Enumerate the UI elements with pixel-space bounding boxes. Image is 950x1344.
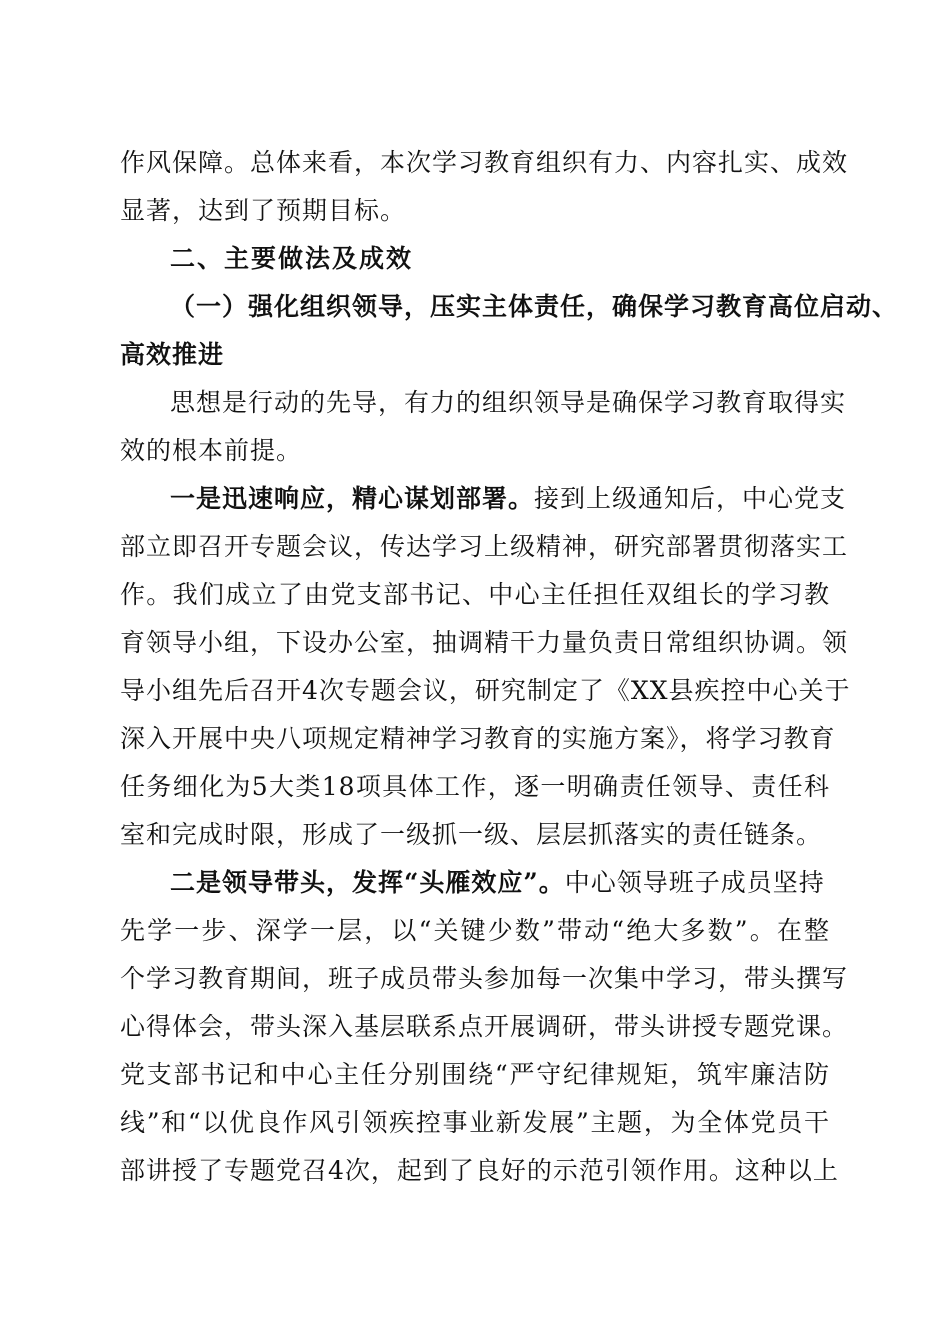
lead-phrase: 一是迅速响应，精心谋划部署。 [170,484,535,513]
paragraph-lead-line [170,865,830,901]
paragraph-line: 线”和“以优良作风引领疾控事业新发展”主题，为全体党员干 [120,1108,830,1137]
paragraph-line: 效的根本前提。 [120,436,303,465]
paragraph-line: 先学一步、深学一层，以“关键少数”带动“绝大多数”。在整 [120,916,830,945]
paragraph-line: 室和完成时限，形成了一级抓一级、层层抓落实的责任链条。 [120,820,823,849]
paragraph-line: 思想是行动的先导，有力的组织领导是确保学习教育取得实 [170,388,847,417]
paragraph-line: 作风保障。总体来看，本次学习教育组织有力、内容扎实、成效 [120,148,849,177]
paragraph-line: 心得体会，带头深入基层联系点开展调研，带头讲授专题党课。 [120,1012,849,1041]
paragraph-line: 党支部书记和中心主任分别围绕“严守纪律规矩，筑牢廉洁防 [120,1060,830,1089]
subsection-heading: （一）强化组织领导，压实主体责任，确保学习教育高位启动、 [170,292,899,321]
paragraph-line: 个学习教育期间，班子成员带头参加每一次集中学习，带头撰写 [120,964,849,993]
paragraph-line: 深入开展中央八项规定精神学习教育的实施方案》，将学习教育 [120,724,836,753]
paragraph-line: 导小组先后召开4次专题会议，研究制定了《XX县疾控中心关于 [120,676,851,705]
lead-rest: 接到上级通知后，中心党支 [534,484,847,513]
paragraph-line: 显著，达到了预期目标。 [120,196,407,225]
subsection-heading-cont: 高效推进 [120,340,225,369]
paragraph-lead-line [170,481,847,517]
paragraph-line: 育领导小组，下设办公室，抽调精干力量负责日常组织协调。领 [120,628,849,657]
paragraph-line: 部立即召开专题会议，传达学习上级精神，研究部署贯彻落实工 [120,532,849,561]
paragraph-line: 部讲授了专题党召4次，起到了良好的示范引领作用。这种以上 [120,1156,839,1185]
lead-rest: 中心领导班子成员坚持 [564,868,825,897]
paragraph-line: 任务细化为5大类18项具体工作，逐一明确责任领导、责任科 [120,772,830,801]
lead-phrase: 二是领导带头，发挥“头雁效应”。 [170,868,565,897]
section-heading: 二、主要做法及成效 [170,244,414,273]
paragraph-line: 作。我们成立了由党支部书记、中心主任担任双组长的学习教 [120,580,830,609]
